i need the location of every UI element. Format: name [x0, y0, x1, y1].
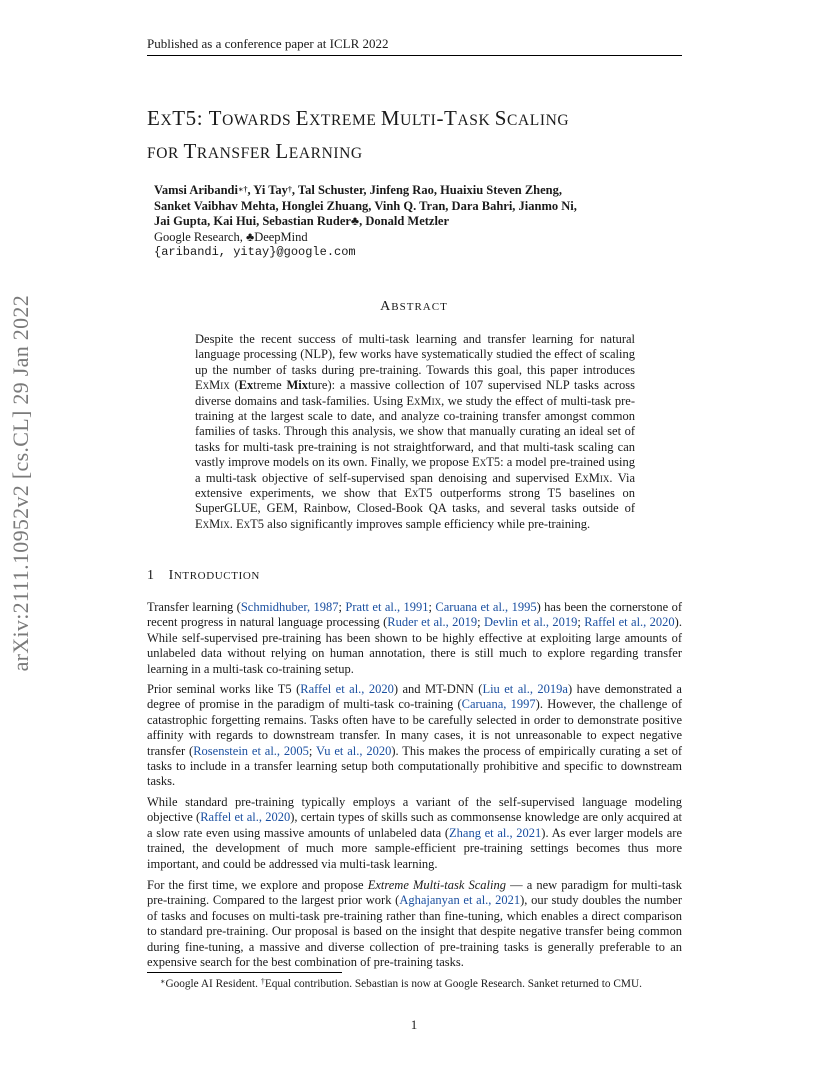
title-seg: T — [183, 139, 197, 163]
abstract-heading — [0, 299, 828, 315]
title-seg: E — [295, 106, 310, 130]
title-seg: S — [494, 106, 508, 130]
footnote-mark: † — [260, 977, 265, 986]
title-seg: CALING — [507, 112, 570, 129]
running-header: Published as a conference paper at ICLR 2022 — [147, 36, 389, 51]
club-icon: ♣ — [245, 229, 255, 244]
header-rule — [147, 55, 682, 56]
paragraph-text: ; — [477, 615, 485, 630]
title-seg: M — [380, 106, 401, 130]
affiliation — [154, 230, 674, 246]
author-name: , Donald Metzler — [359, 214, 450, 228]
paragraph-text: ) has been the cornerstone of recent progress in natural language processing ( — [147, 600, 683, 630]
paragraph-text: ), certain types of skills such as commonsense knowledge are only acquired at a slow rate even using massive amounts of unlabeled data ( — [147, 810, 682, 840]
footnote — [160, 978, 642, 990]
page-number: 1 — [410, 1017, 418, 1032]
title-seg: OWARDS — [222, 112, 296, 129]
title-seg: -T — [436, 106, 458, 130]
model-name: ExT5 — [404, 486, 433, 501]
author-mark: ∗† — [237, 185, 248, 194]
heading-seg: NTRODUCTION — [173, 570, 260, 582]
model-name: ExT5 — [472, 455, 501, 470]
abstract-text: treme — [253, 378, 287, 393]
model-name: ExT5 — [236, 516, 265, 531]
affiliation-name: Google Research, — [154, 229, 246, 244]
citation-link[interactable]: Rosenstein et al., 2005 — [193, 743, 309, 758]
paragraph-text: ; — [338, 600, 346, 614]
paragraph-text: ), our study doubles the number of tasks and focuses on multi-task pre-training rather than fine-tuning, which enables a direct comparison to standard pre-training. Our proposal is based on the insight that despite negative transfer being common during fine-tuning, a massive and diverse collection of pre-training tasks is generally preferable to an expensive search for the best combination of pre-training tasks. — [147, 893, 682, 970]
author-line-1 — [154, 183, 674, 199]
abstract-text: also significantly improves sample efficiency while pre-training. — [264, 516, 591, 531]
abstract-text: outperforms strong T5 baselines on SuperGLUE, GEM, Rainbow, Closed-Book QA tasks, and several tasks outside of — [195, 486, 635, 516]
author-names: Jai Gupta, Kai Hui, Sebastian Ruder — [154, 214, 351, 228]
paragraph-text: For the first time, we explore and propose — [147, 878, 368, 892]
paragraph-text: ). However, the challenge of catastrophic forgetting remains. Tasks often have to be carefully selected in order to demonstrate positive affinity with regards to downstream transfer. In many cases, it is not unreasonable to expect negative transfer ( — [147, 697, 682, 758]
title-seg: ULTI — [400, 112, 437, 129]
abstract-body — [195, 332, 635, 532]
paragraph-text: ; — [577, 615, 585, 630]
citation-link[interactable]: Caruana et al., 1995 — [435, 600, 537, 614]
abstract-text: . — [229, 516, 236, 531]
title-seg: L — [275, 139, 289, 163]
author-email: {aribandi, yitay}@google.com — [154, 245, 356, 259]
abstract-text: : a model pre-trained using a multi-task objective of self-supervised span denoising and supervised — [195, 455, 636, 485]
heading-seg: I — [168, 568, 174, 583]
paragraph-text: — a new paradigm for multi-task pre-training. Compared to the largest prior work ( — [147, 878, 683, 908]
citation-link[interactable]: Raffel et al., 2020 — [300, 682, 394, 696]
paper-title — [147, 103, 707, 169]
paragraph-text: ). As ever larger models are trained, the development of much more sample-efficient pre-training settings becomes thus more important, and could be addressed via multi-task learning. — [147, 825, 682, 871]
paragraph-text: ). This makes the process of empirically curating a set of tasks to include in a transfer learning setup both computationally prohibitive and specific to downstream tasks. — [147, 743, 682, 789]
bold-text: Ex — [238, 378, 254, 393]
footnote-rule — [147, 972, 342, 973]
model-name: ExMix — [574, 470, 610, 485]
title-seg: X — [160, 112, 173, 129]
citation-link[interactable]: Caruana, 1997 — [461, 697, 536, 712]
author-name: , Yi Tay — [247, 183, 288, 197]
footnote-text: Equal contribution. Sebastian is now at Google Research. Sanket returned to CMU. — [264, 978, 642, 990]
model-name: ExMix — [406, 393, 442, 408]
bold-text: Mix — [286, 378, 309, 393]
section-heading-introduction — [147, 568, 260, 584]
model-name: ExMix — [195, 378, 230, 393]
abstract-text: Despite the recent success of multi-task learning and transfer learning for natural language processing (NLP), few works have systematically studied the effect of scaling up the number of tasks during pre-training. Towards this goal, this paper introduces — [195, 332, 635, 377]
section-number: 1 — [147, 568, 155, 583]
citation-link[interactable]: Zhang et al., 2021 — [449, 825, 542, 840]
title-seg: E — [147, 106, 161, 130]
author-names: , Tal Schuster, Jinfeng Rao, Huaixiu Steven Zheng, — [291, 183, 562, 197]
citation-link[interactable]: Aghajanyan et al., 2021 — [399, 893, 521, 908]
author-mark: † — [287, 185, 292, 194]
emphasis-text: Extreme Multi-task Scaling — [367, 878, 506, 892]
citation-link[interactable]: Devlin et al., 2019 — [484, 615, 578, 630]
paragraph-text: Prior seminal works like T5 ( — [147, 682, 301, 696]
club-icon: ♣ — [350, 214, 360, 228]
intro-paragraph-4 — [147, 878, 682, 970]
citation-link[interactable]: Raffel et al., 2020 — [200, 810, 291, 825]
citation-link[interactable]: Raffel et al., 2020 — [584, 615, 675, 630]
title-seg: T5: T — [172, 106, 223, 130]
model-name: ExMix — [195, 516, 230, 531]
paragraph-text: ; — [428, 600, 436, 614]
heading-seg: BSTRACT — [391, 301, 448, 313]
title-seg: RANSFER — [196, 145, 276, 162]
title-seg: FOR — [147, 145, 184, 162]
abstract-text: ( — [229, 378, 239, 393]
intro-paragraph-1 — [147, 600, 682, 677]
affiliation-name: DeepMind — [254, 229, 308, 244]
abstract-text: , we study the effect of multi-task pre-training at the largest scale to date, and analyze co-training transfer amongst common families of tasks. Through this analysis, we show that manually curating an ideal set of tasks for multi-task pre-training is not straightforward, and that multi-task scaling can vastly improve models on its own. Finally, we propose — [195, 393, 635, 470]
citation-link[interactable]: Schmidhuber, 1987 — [240, 600, 339, 614]
paragraph-text: ) have demonstrated a degree of promise in the paradigm of multi-task co-training ( — [147, 682, 682, 712]
title-seg: ASK — [457, 112, 495, 129]
intro-paragraph-2 — [147, 682, 682, 790]
heading-seg: A — [380, 299, 392, 314]
title-line-1 — [147, 103, 707, 136]
arxiv-stamp: arXiv:2111.10952v2 [cs.CL] 29 Jan 2022 — [8, 295, 33, 672]
citation-link[interactable]: Vu et al., 2020 — [316, 743, 392, 758]
paragraph-text: ). While self-supervised pre-training has been shown to be highly effective at exploiting large amounts of unlabeled data without relying on human annotation, there is still much to explore regarding transfer learning in a multi-task co-training setup. — [147, 615, 682, 676]
paragraph-text: ; — [308, 743, 316, 758]
abstract-text: . Via extensive experiments, we show that — [195, 470, 635, 501]
paragraph-text: ) and MT-DNN ( — [393, 682, 483, 696]
footnote-mark: ∗ — [160, 977, 166, 986]
author-line-2: Sanket Vaibhav Mehta, Honglei Zhuang, Vinh Q. Tran, Dara Bahri, Jianmo Ni, — [154, 198, 577, 213]
author-line-3 — [154, 214, 674, 230]
title-line-2 — [147, 136, 707, 169]
title-seg: XTREME — [309, 112, 381, 129]
author-name: Vamsi Aribandi — [154, 183, 238, 197]
citation-link[interactable]: Liu et al., 2019a — [482, 682, 568, 696]
title-seg: EARNING — [288, 145, 363, 162]
abstract-text: ture): a massive collection of 107 supervised NLP tasks across diverse domains and task-families. Using — [195, 378, 635, 408]
intro-paragraph-3 — [147, 795, 682, 872]
author-block — [154, 183, 674, 261]
footnote-text: Google AI Resident. — [165, 978, 261, 990]
paragraph-text: While standard pre-training typically employs a variant of the self-supervised language modeling objective ( — [147, 795, 682, 825]
citation-link[interactable]: Pratt et al., 1991 — [345, 600, 429, 614]
citation-link[interactable]: Ruder et al., 2019 — [387, 615, 478, 630]
paragraph-text: Transfer learning ( — [147, 600, 241, 614]
